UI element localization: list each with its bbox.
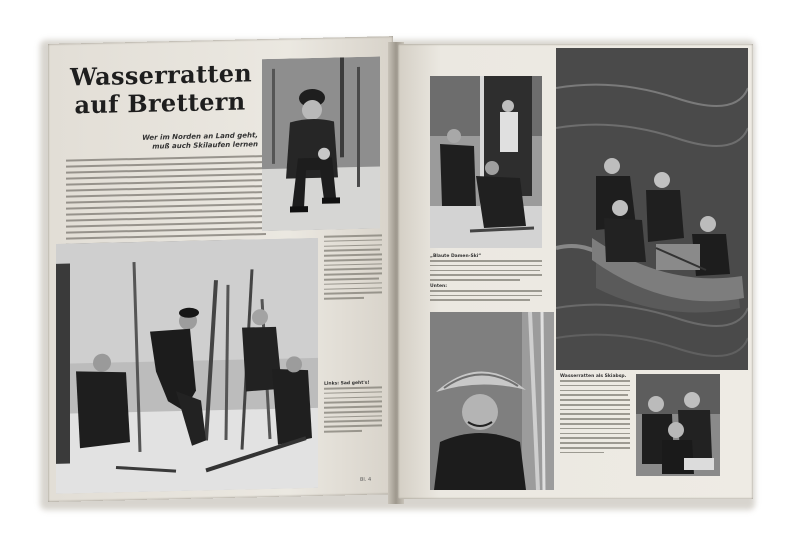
caption-middle-lead: „Blaute Damen-Ski“ xyxy=(430,254,482,259)
subheadline-line-1: Wer im Norden an Land geht, xyxy=(142,131,258,142)
subheadline xyxy=(78,131,258,153)
photo-sailor-with-straw-hat xyxy=(430,312,554,490)
right-page xyxy=(398,44,753,499)
caption-bottom-right xyxy=(560,374,630,457)
caption-middle-second-lead: Unten: xyxy=(430,283,448,289)
photo-sailor-sitting xyxy=(262,56,380,231)
caption-column-upper xyxy=(324,234,382,302)
photo-sailors-writing xyxy=(636,374,720,476)
caption-lead: Links: Sad geht's! xyxy=(324,380,370,387)
photo-sailors-at-hut xyxy=(430,76,542,248)
photo-sailors-with-skis xyxy=(56,238,318,494)
headline-line-1: Wasserratten xyxy=(70,58,253,92)
caption-bottom-right-lead: Wasserratten als Skiabsp. xyxy=(560,374,627,379)
left-page xyxy=(48,36,393,502)
headline-line-2: auf Brettern xyxy=(74,86,246,120)
page-number: Bl. 4 xyxy=(360,476,372,483)
caption-middle xyxy=(430,254,542,304)
headline xyxy=(70,58,253,120)
subheadline-line-2: muß auch Skilaufen lernen xyxy=(152,140,258,151)
photo-sailors-in-rubber-boat xyxy=(556,48,748,370)
caption-column-lower xyxy=(324,380,382,435)
